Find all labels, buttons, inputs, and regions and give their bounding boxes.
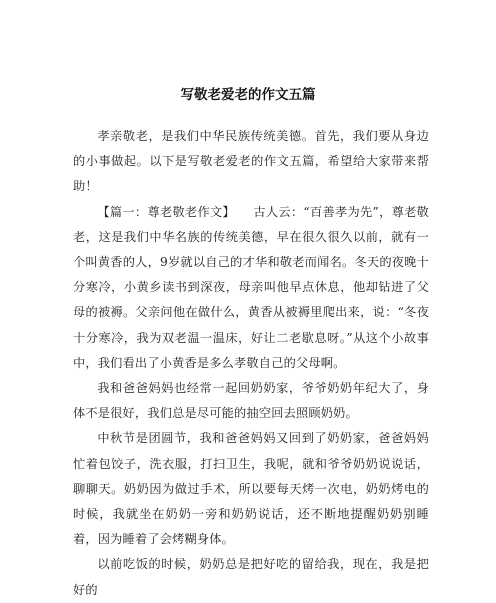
document-body <box>73 124 429 603</box>
paragraph-essay-one-text: 古人云：“百善孝为先”，尊老敬老，这是我们中华名族的传统美德，早在很久很久以前，就有一个叫黄香的人，9岁就以自己的才华和敬老而闻名。冬天的夜晚十分寒冷，小黄乡读书到深夜，母亲叫他早点休息，他却钻进了父母的被褥。父亲问他在做什么，黄香从被褥里爬出来，说：“冬夜十分寒冷，我为双老温一温床，好让二老歇息呀。”从这个小故事中，我们看出了小黄香是多么孝敬自己的父母啊。 <box>73 204 430 370</box>
paragraph-mid-autumn: 中秋节是团圆节，我和爸爸妈妈又回到了奶奶家，爸爸妈妈忙着包饺子，洗衣服，打扫卫生，我呢，就和爷爷奶奶说说话，聊聊天。奶奶因为做过手术，所以要每天烤一次电，奶奶烤电的时候，我就坐在奶奶一旁和奶奶说话，还不断地提醒奶奶别睡着，因为睡着了会烤糊身体。 <box>73 431 429 547</box>
document-title: 写敬老爱老的作文五篇 <box>180 87 316 103</box>
paragraph-intro: 孝亲敬老，是我们中华民族传统美德。首先，我们要从身边的小事做起。以下是写敬老爱老的作文五篇，希望给大家带来帮助！ <box>73 129 429 194</box>
paragraph-essay-one <box>73 200 429 376</box>
paragraph-visit-grandma: 我和爸爸妈妈也经常一起回奶奶家，爷爷奶奶年纪大了，身体不是很好，我们总是尽可能的抽空回去照顾奶奶。 <box>73 381 429 421</box>
paragraph-meals: 以前吃饭的时候，奶奶总是把好吃的留给我，现在，我是把好的 <box>73 557 429 597</box>
essay-heading-tag: 【篇一：尊老敬老作文】 <box>97 204 236 219</box>
